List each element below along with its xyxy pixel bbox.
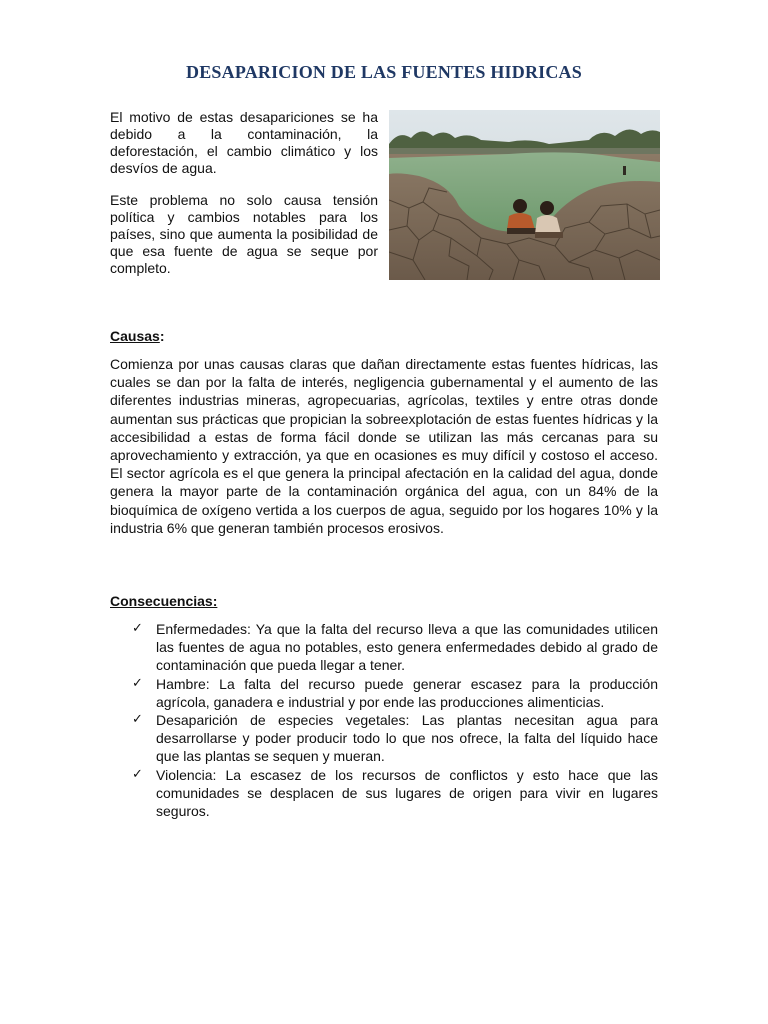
list-item-text: Desaparición de especies vegetales: Las plantas necesitan agua para desarrollarse y poder producir todo lo que nos ofrece, la falta del líquido hace que las plantas se sequen y mueran.: [156, 712, 658, 765]
checkmark-icon: ✓: [132, 675, 143, 691]
list-item-text: Hambre: La falta del recurso puede generar escasez para la producción agrícola, ganadera e industrial y por ende las producciones alimenticias.: [156, 675, 658, 710]
list-item-text: Violencia: La escasez de los recursos de conflictos y esto hace que las comunidades se desplacen de sus lugares de origen para vivir en lugares seguros.: [156, 766, 658, 820]
intro-paragraph-1: El motivo de estas desapariciones se ha debido a la contaminación, la deforestación, el cambio climático y los desvíos de agua.: [110, 109, 378, 176]
list-item: [132, 620, 658, 675]
intro-text: [110, 109, 378, 292]
list-item: [132, 766, 658, 821]
consecuencias-heading-label: Consecuencias:: [110, 593, 218, 609]
list-item-text: Enfermedades: Ya que la falta del recurso lleva a que las comunidades utilicen las fuentes de agua no potables, esto genera enfermedades debido al grado de contaminación que pueda llegar a tener.: [156, 621, 658, 674]
causas-heading-label: Causas: [110, 328, 160, 344]
causas-heading: [110, 328, 164, 345]
list-item: [132, 675, 658, 711]
checkmark-icon: ✓: [132, 621, 143, 636]
checkmark-icon: ✓: [132, 766, 143, 782]
consecuencias-heading: [110, 593, 217, 610]
drought-photo: [389, 110, 660, 280]
checkmark-icon: ✓: [132, 712, 143, 728]
consecuencias-list: [132, 620, 658, 820]
causas-paragraph: Comienza por unas causas claras que dañan directamente estas fuentes hídricas, las cuales se dan por la falta de interés, negligencia gubernamental y el aumento de las diferentes industrias mineras, agropecuarias, agrícolas, textiles y entre otras donde aumentan sus prácticas que propician la sobreexplotación de estas fuentes hídricas y la accesibilidad a estas de forma fácil donde se utilizan las más cercanas para su aprovechamiento y extracción, ya que en ocasiones es muy difícil y costoso el acceso. El sector agrícola es el que genera la principal afectación en la calidad del agua, donde genera la mayor parte de la contaminación orgánica del agua, con un 84% de la bioquímica de oxígeno vertida a los cuerpos de agua, seguido por los hogares 10% y la industria 6% que generan también procesos erosivos.: [110, 356, 658, 536]
page-title: DESAPARICION DE LAS FUENTES HIDRICAS: [186, 62, 582, 82]
list-item: [132, 711, 658, 766]
intro-paragraph-2: Este problema no solo causa tensión política y cambios notables para los países, sino que aumenta la posibilidad de que esa fuente de agua se seque por completo.: [110, 192, 378, 276]
causas-heading-colon: :: [159, 328, 165, 344]
